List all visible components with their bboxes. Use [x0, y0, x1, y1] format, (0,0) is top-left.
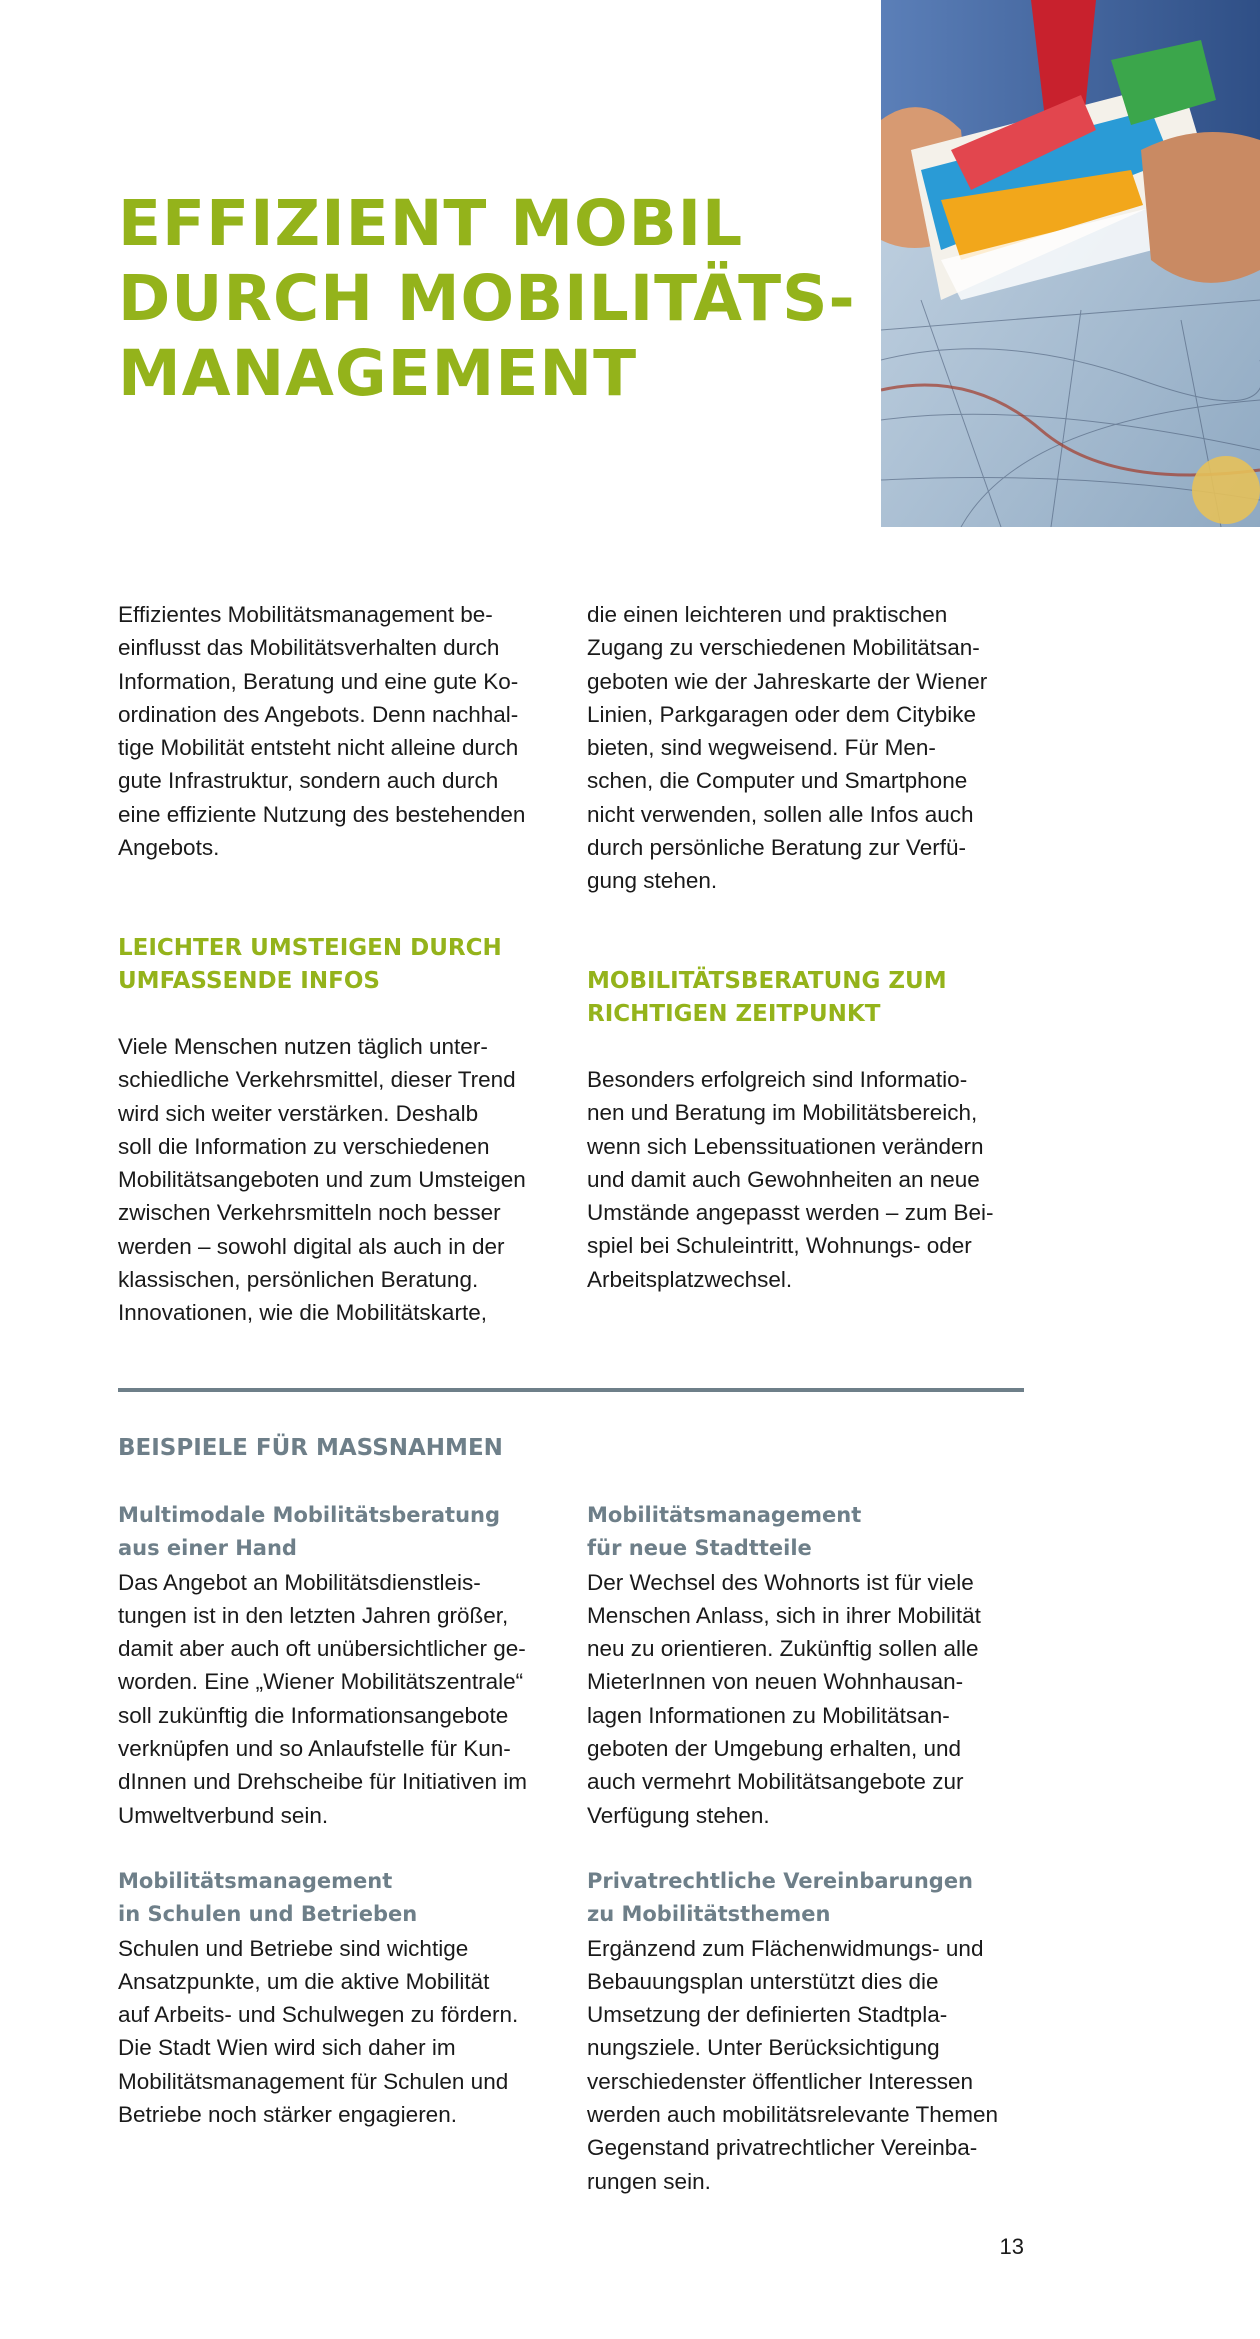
- section-heading: [118, 932, 558, 998]
- text-line: Verfügung stehen.: [587, 1802, 770, 1828]
- text-line: tungen ist in den letzten Jahren größer,: [118, 1602, 509, 1628]
- heading-line: zu Mobilitätsthemen: [587, 1902, 831, 1927]
- example-paragraph: [118, 1566, 558, 1832]
- right-hand: [1141, 132, 1260, 283]
- text-line: die einen leichteren und praktischen: [587, 602, 948, 627]
- text-line: einflusst das Mobilitätsverhalten durch: [118, 635, 500, 661]
- text-line: Mobilitätsangeboten und zum Umsteigen: [118, 1167, 526, 1193]
- text-line: Mobilitätsmanagement für Schulen und: [118, 2068, 509, 2094]
- example-stadtteile: [587, 1499, 1027, 1832]
- text-line: Arbeitsplatzwechsel.: [587, 1266, 793, 1292]
- text-line: soll zukünftig die Informationsangebote: [118, 1702, 509, 1728]
- text-line: klassischen, persönlichen Beratung.: [118, 1267, 479, 1293]
- text-line: Zugang zu verschiedenen Mobilitätsan-: [587, 635, 980, 661]
- heading-line: Multimodale Mobilitätsberatung: [118, 1503, 501, 1527]
- example-heading: [118, 1865, 558, 1932]
- text-line: wenn sich Lebenssituationen verändern: [587, 1133, 984, 1159]
- heading-line: in Schulen und Betrieben: [118, 1902, 418, 1927]
- text-line: soll die Information zu verschiedenen: [118, 1133, 490, 1159]
- text-line: gung stehen.: [587, 868, 718, 894]
- text-line: schiedliche Verkehrsmittel, dieser Trend: [118, 1067, 516, 1093]
- text-line: verknüpfen und so Anlaufstelle für Kun-: [118, 1736, 511, 1762]
- example-paragraph: [118, 1932, 558, 2132]
- intro-left-paragraph: [118, 598, 558, 864]
- text-line: zwischen Verkehrsmitteln noch besser: [118, 1200, 501, 1226]
- example-heading: [587, 1499, 1027, 1566]
- intro-right-paragraph: [587, 598, 1027, 898]
- text-line: auf Arbeits- und Schulwegen zu fördern.: [118, 2002, 519, 2028]
- text-line: nungsziele. Unter Berücksichtigung: [587, 2035, 940, 2061]
- heading-line: aus einer Hand: [118, 1536, 297, 1561]
- text-line: auch vermehrt Mobilitätsangebote zur: [587, 1769, 964, 1795]
- text-line: Angebots.: [118, 835, 220, 861]
- text-line: Gegenstand privatrechtlicher Vereinba-: [587, 2135, 978, 2161]
- text-line: Umweltverbund sein.: [118, 1802, 329, 1828]
- text-line: geboten der Umgebung erhalten, und: [587, 1736, 962, 1762]
- text-line: werden – sowohl digital als auch in der: [118, 1233, 505, 1259]
- section-paragraph: [118, 1030, 558, 1330]
- text-line: Menschen Anlass, sich in ihrer Mobilität: [587, 1602, 981, 1628]
- example-heading: [118, 1499, 558, 1566]
- text-line: Innovationen, wie die Mobilitätskarte,: [118, 1300, 487, 1326]
- text-line: wird sich weiter verstärken. Deshalb: [118, 1100, 479, 1126]
- text-line: tige Mobilität entsteht nicht alleine durch: [118, 735, 519, 761]
- text-line: Ergänzend zum Flächenwidmungs- und: [587, 1935, 984, 1961]
- page-title: [118, 186, 878, 411]
- text-line: Linien, Parkgaragen oder dem Citybike: [587, 701, 976, 727]
- section-divider: [118, 1388, 1024, 1392]
- text-line: Viele Menschen nutzen täglich unter-: [118, 1034, 488, 1059]
- text-line: durch persönliche Beratung zur Verfü-: [587, 835, 966, 861]
- text-line: Umstände angepasst werden – zum Bei-: [587, 1200, 994, 1226]
- heading-line: Privatrechtliche Vereinbarungen: [587, 1869, 974, 1893]
- text-line: Umsetzung der definierten Stadtpla-: [587, 2002, 948, 2028]
- example-vereinbarungen: [587, 1865, 1027, 2198]
- text-line: damit aber auch oft unübersichtlicher ge-: [118, 1636, 526, 1662]
- section-beratung: [587, 965, 1027, 1296]
- text-line: Effizientes Mobilitätsmanagement be-: [118, 602, 493, 627]
- text-line: neu zu orientieren. Zukünftig sollen alle: [587, 1636, 979, 1662]
- text-line: Die Stadt Wien wird sich daher im: [118, 2035, 456, 2061]
- intro-left-column: [118, 598, 558, 864]
- section-umsteigen: [118, 932, 558, 1330]
- heading-line: UMFASSENDE INFOS: [118, 968, 380, 994]
- text-line: und damit auch Gewohnheiten an neue: [587, 1166, 980, 1192]
- text-line: verschiedenster öffentlicher Interessen: [587, 2068, 974, 2094]
- text-line: nicht verwenden, sollen alle Infos auch: [587, 801, 974, 827]
- text-line: ordination des Angebots. Denn nachhal-: [118, 701, 519, 727]
- example-heading: [587, 1865, 1027, 1932]
- text-line: Der Wechsel des Wohnorts ist für viele: [587, 1569, 974, 1595]
- example-paragraph: [587, 1932, 1027, 2198]
- heading-line: RICHTIGEN ZEITPUNKT: [587, 1001, 881, 1027]
- intro-right-column: [587, 598, 1027, 898]
- text-line: nen und Beratung im Mobilitätsbereich,: [587, 1100, 978, 1126]
- title-line: EFFIZIENT MOBIL: [118, 187, 744, 260]
- title-line: MANAGEMENT: [118, 337, 638, 410]
- text-line: bieten, sind wegweisend. Für Men-: [587, 735, 936, 761]
- heading-line: für neue Stadtteile: [587, 1536, 812, 1561]
- example-paragraph: [587, 1566, 1027, 1832]
- page-number: 13: [999, 2234, 1024, 2259]
- example-schulen: [118, 1865, 558, 2131]
- examples-title: BEISPIELE FÜR MASSNAHMEN: [118, 1435, 503, 1461]
- title-line: DURCH MOBILITÄTS-: [118, 262, 856, 335]
- text-line: lagen Informationen zu Mobilitätsan-: [587, 1702, 950, 1728]
- text-line: worden. Eine „Wiener Mobilitätszentrale“: [118, 1669, 524, 1695]
- text-line: Schulen und Betriebe sind wichtige: [118, 1935, 469, 1961]
- text-line: Betriebe noch stärker engagieren.: [118, 2102, 457, 2128]
- text-line: dInnen und Drehscheibe für Initiativen im: [118, 1769, 527, 1795]
- text-line: Ansatzpunkte, um die aktive Mobilität: [118, 1968, 490, 1994]
- heading-line: MOBILITÄTSBERATUNG ZUM: [587, 968, 947, 994]
- text-line: eine effiziente Nutzung des bestehenden: [118, 801, 526, 827]
- section-paragraph: [587, 1063, 1027, 1296]
- text-line: MieterInnen von neuen Wohnhausan-: [587, 1669, 964, 1695]
- text-line: spiel bei Schuleintritt, Wohnungs- oder: [587, 1233, 972, 1259]
- text-line: Bebauungsplan unterstützt dies die: [587, 1968, 939, 1994]
- section-heading: [587, 965, 1027, 1031]
- text-line: Besonders erfolgreich sind Informatio-: [587, 1067, 968, 1092]
- text-line: werden auch mobilitätsrelevante Themen: [587, 2102, 999, 2128]
- text-line: schen, die Computer und Smartphone: [587, 768, 968, 794]
- example-multimodal: [118, 1499, 558, 1832]
- coin-decoration: [1192, 456, 1260, 524]
- heading-line: LEICHTER UMSTEIGEN DURCH: [118, 935, 502, 961]
- photo-illustration: [881, 0, 1260, 527]
- heading-line: Mobilitätsmanagement: [118, 1869, 393, 1893]
- text-line: geboten wie der Jahreskarte der Wiener: [587, 668, 988, 694]
- header-photo: [881, 0, 1260, 527]
- text-line: Das Angebot an Mobilitätsdienstleis-: [118, 1569, 481, 1595]
- text-line: rungen sein.: [587, 2168, 711, 2194]
- text-line: Information, Beratung und eine gute Ko-: [118, 668, 519, 694]
- heading-line: Mobilitätsmanagement: [587, 1503, 862, 1527]
- text-line: gute Infrastruktur, sondern auch durch: [118, 768, 499, 794]
